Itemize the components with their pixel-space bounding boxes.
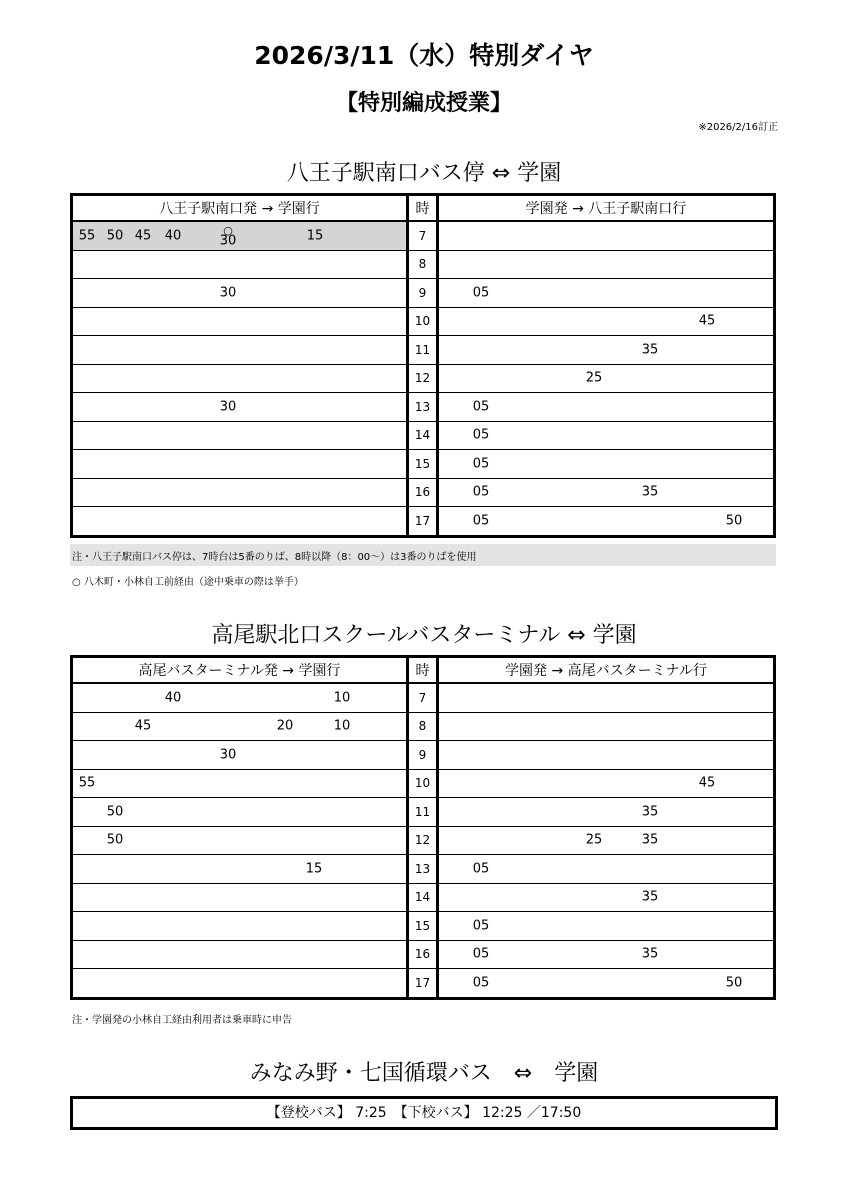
hour-cell: 17 [408,507,438,537]
minute: 50 [725,975,743,991]
section2-timetable [70,655,776,1000]
section1-left-cell [72,507,408,537]
minute: 35 [641,804,659,820]
minute: 05 [472,484,490,500]
hour-cell: 17 [408,969,438,999]
minute: 50 [725,513,743,529]
minute: 35 [641,832,659,848]
hour-cell: 13 [408,855,438,884]
hour-cell: 12 [408,826,438,855]
minute: 05 [472,399,490,415]
hour-cell: 9 [408,279,438,308]
section1-right-cell [438,421,775,450]
table-row [72,393,775,422]
section2-right-cell [438,855,775,884]
section1-left-header: 八王子駅南口発 → 学園行 [72,195,408,222]
section1-left-cell [72,393,408,422]
section1-right-cell [438,279,775,308]
section1-title: 八王子駅南口バス停 ⇔ 学園 [286,161,562,186]
minute: 10 [333,690,351,706]
minute: 50 [106,804,124,820]
section1-right-cell [438,364,775,393]
hour-cell: 14 [408,421,438,450]
hour-cell: 7 [408,221,438,250]
section1-left-cell [72,478,408,507]
section2-left-cell [72,798,408,827]
table-row [72,683,775,712]
hour-cell: 8 [408,712,438,741]
section2-left-cell [72,855,408,884]
section1-left-cell [72,450,408,479]
section2-left-cell [72,712,408,741]
section1-right-cell [438,336,775,365]
section2-left-cell [72,912,408,941]
section1-right-cell [438,507,775,537]
minute: 05 [472,285,490,301]
section2-right-cell [438,769,775,798]
hour-cell: 7 [408,683,438,712]
section1-right-cell [438,393,775,422]
section2-right-cell [438,912,775,941]
minute: 15 [305,861,323,877]
table-row [72,221,775,250]
section1-left-cell [72,279,408,308]
minute: 50 [106,228,124,244]
section1-right-header: 学園発 → 八王子駅南口行 [438,195,775,222]
hour-cell: 9 [408,741,438,770]
table-row [72,450,775,479]
minute: 15 [306,228,324,244]
section1-left-cell [72,421,408,450]
minute: 05 [472,975,490,991]
section1-left-cell [72,307,408,336]
minute: 10 [333,718,351,734]
minute: 30 [219,399,237,415]
hour-cell: 13 [408,393,438,422]
minute: 05 [472,427,490,443]
section3-schedule-box: 【登校バス】 7:25 【下校バス】 12:25 ／17:50 [70,1096,778,1130]
minute: 45 [134,228,152,244]
section2-right-cell [438,683,775,712]
minute: 05 [472,918,490,934]
table-row [72,336,775,365]
hour-cell: 15 [408,450,438,479]
section2-left-cell [72,741,408,770]
table-row [72,855,775,884]
section1-timetable [70,193,776,538]
hour-cell: 10 [408,769,438,798]
section2-left-cell [72,826,408,855]
table-row [72,741,775,770]
section2-right-cell [438,826,775,855]
section2-title: 高尾駅北口スクールバスターミナル ⇔ 学園 [211,623,637,648]
section2-right-cell [438,940,775,969]
table-row [72,507,775,537]
table-row [72,250,775,279]
section1-right-cell [438,307,775,336]
table-row [72,478,775,507]
section1-right-cell [438,450,775,479]
section1-left-cell [72,250,408,279]
minute: 30 [219,285,237,301]
table-row [72,940,775,969]
minute: 35 [641,342,659,358]
section3-title: みなみ野・七国循環バス ⇔ 学園 [249,1061,599,1086]
section2-left-cell [72,683,408,712]
section2-left-cell [72,883,408,912]
section2-hour-header: 時 [408,657,438,684]
minute: 40 [164,690,182,706]
minute: 45 [134,718,152,734]
minute: 35 [641,889,659,905]
section2-left-cell [72,940,408,969]
table-row [72,969,775,999]
minute: 50 [106,832,124,848]
revision-date: ※2026/2/16訂正 [698,122,778,133]
hour-cell: 8 [408,250,438,279]
section1-note-platform: 注・八王子駅南口バス停は、7時台は5番のりば、8時以降（8：00～）は3番のりばを使用 [72,552,477,563]
section1-note-route: ○ 八木町・小林自工前経由（途中乗車の際は挙手） [72,577,304,588]
hour-cell: 12 [408,364,438,393]
hour-cell: 11 [408,798,438,827]
section2-right-header: 学園発 → 高尾バスターミナル行 [438,657,775,684]
minute: 35 [641,484,659,500]
table-row [72,883,775,912]
minute: 55 [78,775,96,791]
section1-hour-header: 時 [408,195,438,222]
minute: 55 [78,228,96,244]
hour-cell: 15 [408,912,438,941]
minute: 05 [472,946,490,962]
section2-right-cell [438,741,775,770]
section2-right-cell [438,969,775,999]
page-subtitle: 【特別編成授業】 [335,91,512,116]
minute: 20 [276,718,294,734]
table-row [72,912,775,941]
page-title: 2026/3/11（水）特別ダイヤ [254,41,594,70]
table-row [72,421,775,450]
via-mark: ○ [223,224,233,237]
minute: 05 [472,513,490,529]
minute: 30 [219,233,237,249]
table-row [72,826,775,855]
section1-right-cell [438,221,775,250]
table-row [72,307,775,336]
minute: 40 [164,228,182,244]
hour-cell: 11 [408,336,438,365]
section2-note: 注・学園発の小林自工経由利用者は乗車時に申告 [72,1015,292,1026]
minute: 25 [585,832,603,848]
section2-left-header: 高尾バスターミナル発 → 学園行 [72,657,408,684]
minute: 30 [219,747,237,763]
hour-cell: 14 [408,883,438,912]
section2-left-cell [72,769,408,798]
minute: 05 [472,861,490,877]
section1-right-cell [438,250,775,279]
hour-cell: 10 [408,307,438,336]
table-row [72,798,775,827]
section2-right-cell [438,712,775,741]
minute: 35 [641,946,659,962]
table-row [72,712,775,741]
section1-left-cell [72,364,408,393]
minute: 45 [698,775,716,791]
table-row [72,279,775,308]
section2-left-cell [72,969,408,999]
table-row [72,769,775,798]
hour-cell: 16 [408,478,438,507]
section1-left-cell [72,221,408,250]
section1-left-cell [72,336,408,365]
minute: 05 [472,456,490,472]
hour-cell: 16 [408,940,438,969]
section2-right-cell [438,883,775,912]
minute: 25 [585,370,603,386]
section2-right-cell [438,798,775,827]
table-row [72,364,775,393]
section1-right-cell [438,478,775,507]
minute: 45 [698,313,716,329]
